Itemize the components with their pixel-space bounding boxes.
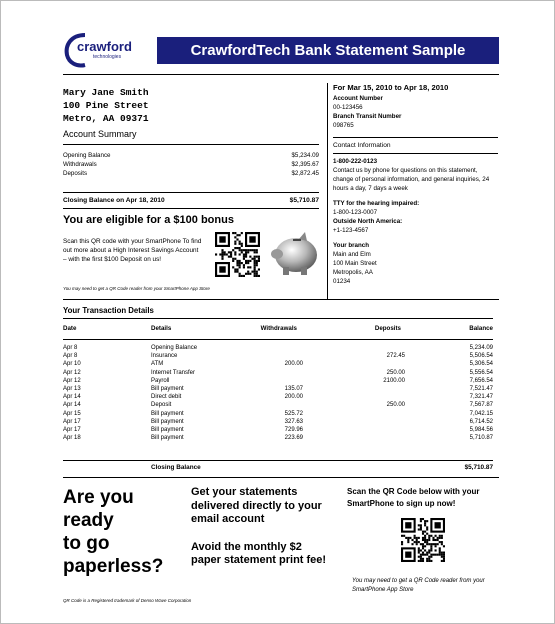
bonus-note: You may need to get a QR Code reader from your SmartPhone App Store: [63, 286, 210, 291]
tx-header-date: Date: [63, 325, 77, 332]
tx-details: Insurance: [151, 353, 178, 360]
logo-subtext: technologies: [93, 54, 122, 60]
tx-balance: 7,042.15: [469, 410, 493, 417]
tx-date: Apr 18: [63, 435, 81, 442]
tx-date: Apr 12: [63, 377, 81, 384]
customer-address: [63, 86, 149, 125]
summary-divider: [63, 144, 319, 145]
bonus-text: Scan this QR code with your SmartPhone To find out more about a High Interest Savings Account – with the first $100 Deposit on us!: [63, 238, 202, 263]
tx-date: Apr 17: [63, 418, 81, 425]
tx-details: Deposit: [151, 402, 172, 409]
table-row: [63, 360, 493, 368]
tx-closing-divider: [63, 460, 493, 461]
contact-title: Contact Information: [333, 142, 391, 149]
tx-balance: 5,556.54: [469, 369, 493, 376]
tx-balance: 7,521.47: [469, 385, 493, 392]
contact-phone[interactable]: 1-800-222-0123: [333, 158, 378, 165]
summary-title: Account Summary: [63, 129, 137, 139]
tx-date: Apr 14: [63, 394, 81, 401]
bonus-title: You are eligible for a $100 bonus: [63, 214, 234, 226]
tx-header-withdrawals: Withdrawals: [260, 325, 297, 332]
tx-details: Opening Balance: [151, 345, 198, 351]
account-info-column: [333, 83, 498, 286]
paperless-line: ready: [63, 510, 114, 531]
tx-details: Bill payment: [151, 418, 184, 425]
summary-row: Withdrawals $2,395.67: [63, 161, 319, 168]
table-row: [63, 377, 493, 385]
tx-balance: 5,710.87: [469, 435, 493, 442]
contact-phone-text: Contact us by phone for questions on this statement, change of personal information, and general inquiries, 24 hours a day, 7 days a week: [333, 167, 490, 192]
tx-header-divider: [63, 339, 493, 340]
contact-divider-2: [333, 153, 498, 154]
tx-header-balance: Balance: [469, 325, 493, 332]
tx-withdrawal: 729.96: [284, 426, 303, 433]
tx-withdrawal: 327.63: [284, 418, 303, 425]
table-row: [63, 410, 493, 418]
branch-line: 100 Main Street: [333, 260, 377, 267]
tx-withdrawal: 223.69: [284, 435, 303, 442]
tx-date: Apr 15: [63, 410, 81, 417]
tx-deposit: 250.00: [386, 369, 405, 376]
customer-street: 100 Pine Street: [63, 100, 149, 111]
tx-date: Apr 8: [63, 353, 78, 360]
tx-withdrawal: 135.07: [284, 385, 303, 392]
tx-balance: 7,567.87: [469, 402, 493, 409]
tx-withdrawal: 525.72: [284, 410, 303, 417]
closing-top-divider: [63, 192, 319, 193]
transactions-title: Your Transaction Details: [63, 306, 154, 315]
paperless-headline: [63, 486, 163, 578]
account-summary: [63, 151, 319, 178]
tx-date: Apr 10: [63, 361, 81, 368]
branch-line: Metropolis, AA: [333, 269, 373, 276]
footer-note: You may need to get a QR Code reader from your SmartPhone App Store: [352, 578, 485, 593]
tty-label: TTY for the hearing impaired:: [333, 200, 420, 207]
tx-balance: 5,984.56: [469, 426, 493, 433]
signup-qr-code[interactable]: [401, 518, 445, 562]
paperless-line: to go: [63, 533, 110, 554]
tx-title-divider: [63, 318, 493, 319]
tx-withdrawal: 200.00: [284, 394, 303, 401]
table-row: [63, 434, 493, 442]
tx-balance: 5,306.54: [469, 361, 493, 368]
tx-closing-row: [63, 464, 493, 474]
tx-header-deposits: Deposits: [374, 325, 401, 332]
branch-transit-number: 098765: [333, 122, 354, 129]
header-divider: [63, 74, 499, 75]
outside-na-label: Outside North America:: [333, 218, 403, 225]
estatement-text: Get your statements delivered directly to your email account: [191, 486, 322, 525]
transactions-top-divider: [63, 299, 499, 300]
tty-number[interactable]: 1-800-123-0007: [333, 209, 378, 216]
tx-details: Bill payment: [151, 385, 184, 392]
tx-details: Internet Transfer: [151, 369, 196, 376]
table-row: [63, 426, 493, 434]
branch-line: Main and Elm: [333, 251, 371, 258]
tx-date: Apr 12: [63, 369, 81, 376]
customer-name: Mary Jane Smith: [63, 87, 149, 98]
tx-deposit: 2100.00: [383, 377, 405, 384]
table-row: [63, 401, 493, 409]
tx-balance: 5,234.09: [469, 345, 493, 351]
footer-divider: [63, 477, 499, 478]
tx-closing-value: $5,710.87: [464, 464, 493, 471]
tx-date: Apr 8: [63, 345, 78, 351]
tx-date: Apr 17: [63, 426, 81, 433]
logo-text: crawford: [77, 39, 132, 54]
table-row: [63, 344, 493, 352]
tx-deposit: 250.00: [386, 402, 405, 409]
statement-period: For Mar 15, 2010 to Apr 18, 2010: [333, 83, 449, 92]
outside-na-number[interactable]: +1-123-4567: [333, 227, 369, 234]
tx-deposit: 272.45: [386, 353, 405, 360]
tx-balance: 7,656.54: [469, 377, 493, 384]
tx-header-details: Details: [151, 325, 172, 332]
tx-withdrawal: 200.00: [284, 361, 303, 368]
paperless-line: paperless?: [63, 556, 164, 577]
statement-title: CrawfordTech Bank Statement Sample: [157, 37, 499, 64]
transaction-table: [63, 344, 493, 442]
bonus-qr-code[interactable]: [215, 232, 260, 277]
branch-title: Your branch: [333, 242, 369, 249]
tx-details: Direct debit: [151, 394, 182, 401]
branch-transit-label: Branch Transit Number: [333, 113, 402, 120]
branch-line: 01234: [333, 278, 351, 285]
tx-details: Bill payment: [151, 435, 184, 442]
paperless-line: Are you: [63, 487, 134, 508]
tx-closing-label: Closing Balance: [151, 464, 201, 471]
summary-closing-balance: Closing Balance on Apr 18, 2010 $5,710.87: [63, 197, 319, 204]
tx-balance: 7,321.47: [469, 394, 493, 401]
account-number-label: Account Number: [333, 95, 383, 102]
fee-text: Avoid the monthly $2 paper statement print fee!: [191, 540, 327, 566]
closing-bottom-divider: [63, 208, 319, 209]
table-row: [63, 385, 493, 393]
account-number: 00-123456: [333, 104, 363, 111]
column-divider: [327, 83, 328, 299]
tx-details: Payroll: [151, 377, 170, 384]
crawford-logo: [63, 29, 143, 69]
contact-divider: [333, 137, 498, 138]
estatement-promo: [191, 486, 331, 568]
table-row: [63, 369, 493, 377]
table-row: [63, 393, 493, 401]
customer-city: Metro, AA 09371: [63, 113, 149, 124]
qr-trademark-note: QR Code is a Registered trademark of Denso Wave Corporation: [63, 598, 192, 603]
table-row: [63, 352, 493, 360]
signup-scan-text: Scan the QR Code below with your SmartPhone to sign up now!: [347, 487, 480, 508]
tx-details: ATM: [151, 361, 164, 368]
tx-header-row: [63, 325, 493, 335]
tx-details: Bill payment: [151, 410, 184, 417]
summary-row: Deposits $2,872.45: [63, 170, 319, 177]
table-row: [63, 418, 493, 426]
tx-details: Bill payment: [151, 426, 184, 433]
piggy-bank-image: [269, 229, 321, 279]
summary-row: Opening Balance $5,234.09: [63, 152, 319, 159]
tx-date: Apr 14: [63, 402, 81, 409]
tx-balance: 6,714.52: [469, 418, 493, 425]
tx-date: Apr 13: [63, 385, 81, 392]
tx-balance: 5,506.54: [469, 353, 493, 360]
